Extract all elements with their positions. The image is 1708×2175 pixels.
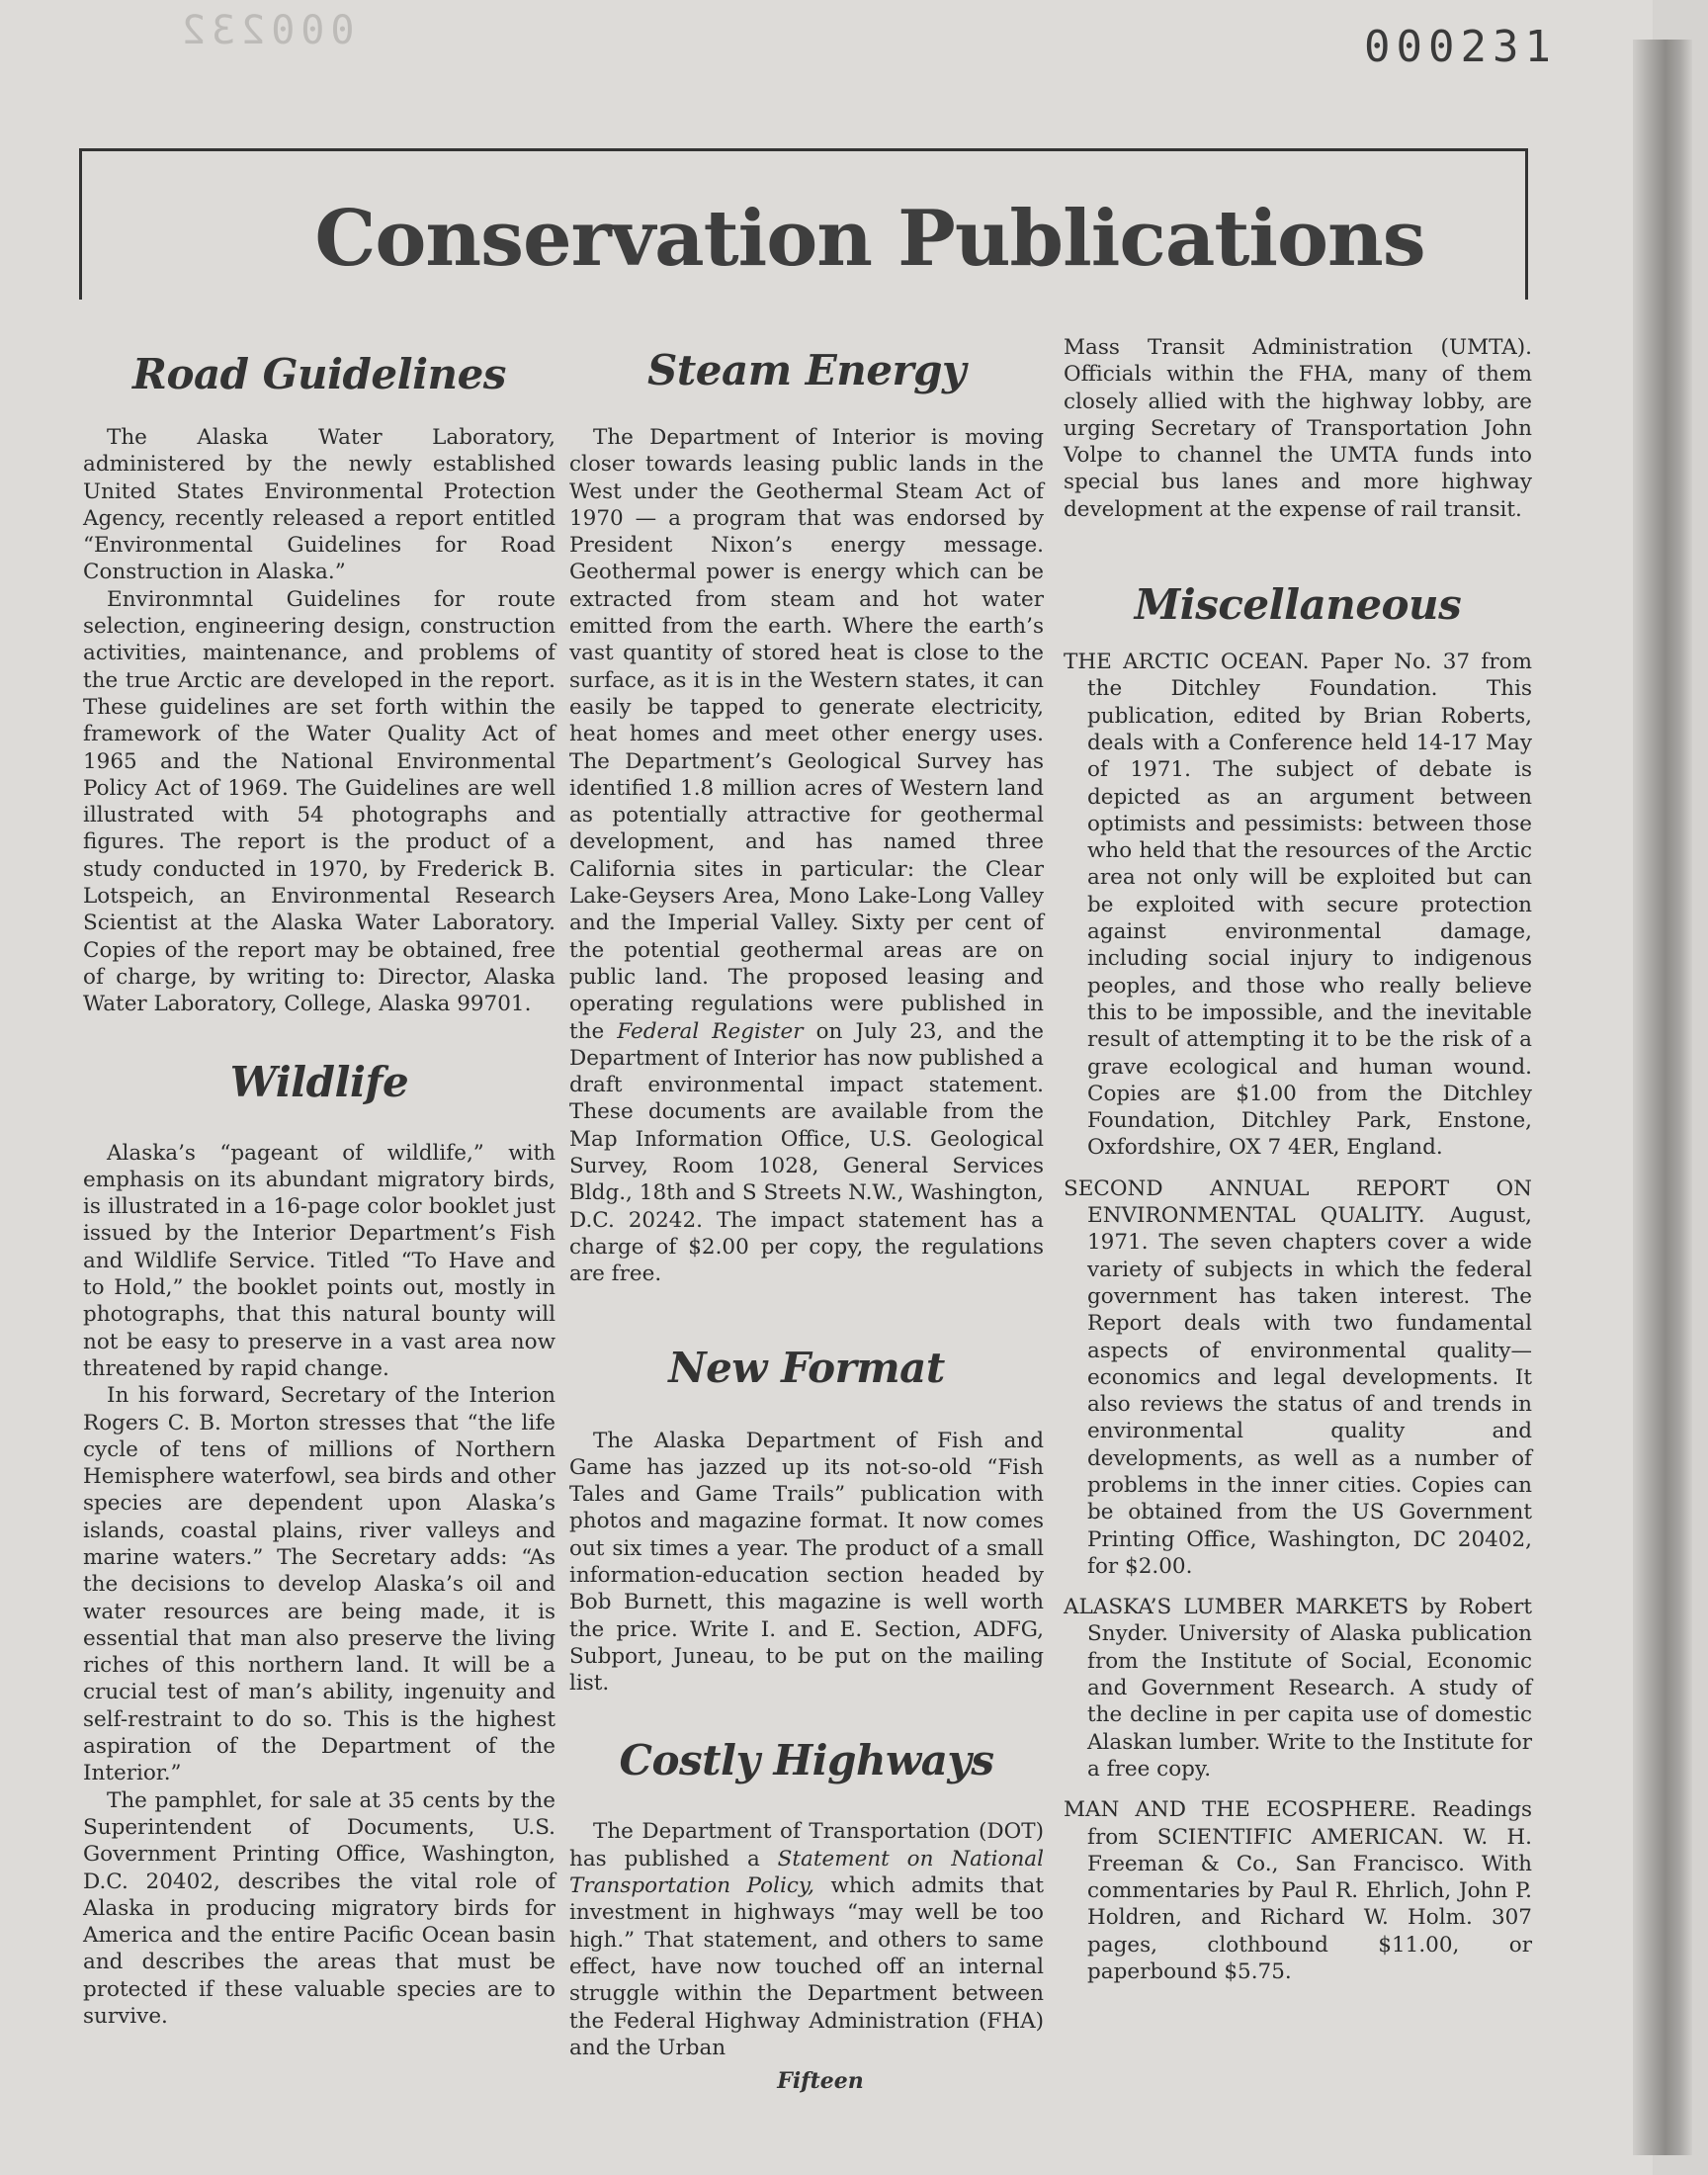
costly-highways-continued: Mass Transit Administration (UMTA). Officials within the FHA, many of them closely allied with the highway lobby, are urging Secretary of Transportation John Volpe to channel the UMTA funds into special bus lanes and more highway development at the expense of rail transit.	[1064, 335, 1532, 522]
steam-energy-paragraph	[569, 424, 1044, 1288]
road-guidelines-paragraph-1: The Alaska Water Laboratory, administered by the newly established United States Environmental Protection Agency, recently released a report entitled “Environmental Guidelines for Road Construction in Alaska.”	[83, 425, 555, 585]
federal-register-title: Federal Register	[617, 1018, 804, 1044]
page-number-footer: Fifteen	[777, 2068, 864, 2094]
column-left	[83, 346, 555, 2030]
costly-highways-paragraph	[569, 1818, 1044, 2061]
bleed-through-stamp: 000232	[176, 8, 355, 53]
section-heading-miscellaneous: Miscellaneous	[1134, 580, 1462, 630]
wildlife-paragraph-1: Alaska’s “pageant of wildlife,” with emphasis on its abundant migratory birds, is illustrated in a 16-page color booklet just issued by the Interior Department’s Fish and Wildlife Service. Titled “To Have and to Hold,” the booklet points out, mostly in photographs, that this natural bounty will not be easy to preserve in a vast area now threatened by rapid change.	[83, 1140, 555, 1381]
publication-entry	[1064, 649, 1532, 1162]
publication-entry	[1064, 1594, 1532, 1783]
costly-highways-text-b: which admits that investment in highways “may well be too high.” That statement, and others to same effect, have now touched off an internal struggle within the Department between the Federal Highway Administration (FHA) and the Urban	[569, 1873, 1044, 2060]
section-heading-wildlife: Wildlife	[229, 1057, 409, 1106]
road-guidelines-paragraph-2: Environmntal Guidelines for route selection, engineering design, construction activities, maintenance, and problems of the true Arctic are developed in the report. These guidelines are set forth within the framework of the Water Quality Act of 1965 and the National Environmental Policy Act of 1969. The Guidelines are well illustrated with 54 photographs and figures. The report is the product of a study conducted in 1970, by Frederick B. Lotspeich, an Environmental Research Scientist at the Alaska Water Laboratory. Copies of the report may be obtained, free of charge, by writing to: Director, Alaska Water Laboratory, College, Alaska 99701.	[83, 586, 555, 1017]
column-middle	[569, 346, 1044, 2061]
publication-entry	[1064, 1796, 1532, 1985]
policy-statement-title: Statement on National Transportation Policy,	[569, 1846, 1044, 1899]
publication-entry-text: ALASKA’S LUMBER MARKETS by Robert Snyder. University of Alaska publication from the Institute of Social, Economic and Government Research. A study of the decline in per capita use of domestic Alaskan lumber. Write to the Institute for a free copy.	[1064, 1595, 1532, 1782]
wildlife-paragraph-2: In his forward, Secretary of the Interion Rogers C. B. Morton stresses that “the life cycle of tens of millions of Northern Hemisphere waterfowl, sea birds and other species are dependent upon Alaska’s islands, coastal plains, river valleys and marine waters.” The Secretary adds: “As the decisions to develop Alaska’s oil and water resources are being made, it is essential that man also preserve the living riches of this northern land. It will be a crucial test of man’s ability, ingenuity and self-restraint to do so. This is the highest aspiration of the Department of the Interior.”	[83, 1383, 555, 1786]
section-heading-costly-highways: Costly Highways	[619, 1736, 994, 1785]
section-heading-new-format: New Format	[668, 1343, 945, 1392]
wildlife-paragraph-3: The pamphlet, for sale at 35 cents by the Superintendent of Documents, U.S. Government Printing Office, Washington, D.C. 20402, describes the vital role of Alaska in producing migratory birds for America and the entire Pacific Ocean basin and describes the areas that must be protected if these valuable species are to survive.	[83, 1787, 555, 2030]
page-title: Conservation Publications	[314, 194, 1425, 284]
page-stamp-number: 000231	[1364, 22, 1557, 72]
publication-entry-text: SECOND ANNUAL REPORT ON ENVIRONMENTAL QUALITY. August, 1971. The seven chapters cover a wide variety of subjects in which the federal government has taken interest. The Report deals with two fundamental aspects of environmental quality—economics and legal developments. It also reviews the status of and trends in environmental quality and developments, as well as a number of problems in the inner cities. Copies can be obtained from the US Government Printing Office, Washington, DC 20402, for $2.00.	[1064, 1175, 1532, 1579]
publication-entry-text: MAN AND THE ECOSPHERE. Readings from SCIENTIFIC AMERICAN. W. H. Freeman & Co., San Francisco. With commentaries by Paul R. Ehrlich, John P. Holdren, and Richard W. Holm. 307 pages, clothbound $11.00, or paperbound $5.75.	[1064, 1797, 1532, 1985]
column-right	[1064, 334, 1532, 1999]
steam-energy-text-a: The Department of Interior is moving closer towards leasing public lands in the West under the Geothermal Steam Act of 1970 — a program that was endorsed by President Nixon’s energy message. Geothermal power is energy which can be extracted from steam and hot water emitted from the earth. Where the earth’s vast quantity of stored heat is close to the surface, as it is in the Western states, it can easily be tapped to generate electricity, heat homes and meet other energy uses. The Department’s Geological Survey has identified 1.8 million acres of Western land as potentially attractive for geothermal development, and has named three California sites in particular: the Clear Lake-Geysers Area, Mono Lake-Long Valley and the Imperial Valley. Sixty per cent of the potential geothermal areas are on public land. The proposed leasing and operating regulations were published in the	[569, 425, 1044, 1044]
page-edge-shadow	[1633, 40, 1692, 2155]
new-format-paragraph: The Alaska Department of Fish and Game has jazzed up its not-so-old “Fish Tales and Game Trails” publication with photos and magazine format. It now comes out six times a year. The product of a small information-education section headed by Bob Burnett, this magazine is well worth the price. Write I. and E. Section, ADFG, Subport, Juneau, to be put on the mailing list.	[569, 1428, 1044, 1696]
costly-highways-text-a: The Department of Transportation (DOT) has published a	[569, 1819, 1044, 1871]
section-heading-road-guidelines: Road Guidelines	[132, 350, 506, 398]
publication-entry-text: THE ARCTIC OCEAN. Paper No. 37 from the Ditchley Foundation. This publication, edited by Brian Roberts, deals with a Conference held 14-17 May of 1971. The subject of debate is depicted as an argument between optimists and pessimists: between those who held that the resources of the Arctic area not only will be exploited but can be exploited with secure protection against environmental damage, including social injury to indigenous peoples, and those who really believe this to be impossible, and the inevitable result of attempting it to be the risk of a grave ecological and human wound. Copies are $1.00 from the Ditchley Foundation, Ditchley Park, Enstone, Oxfordshire, OX 7 4ER, England.	[1064, 650, 1532, 1161]
publication-entry	[1064, 1175, 1532, 1580]
steam-energy-text-b: on July 23, and the Department of Interior has now published a draft environmental impact statement. These documents are available from the Map Information Office, U.S. Geological Survey, Room 1028, General Services Bldg., 18th and S Streets N.W., Washington, D.C. 20242. The impact statement has a charge of $2.00 per copy, the regulations are free.	[569, 1018, 1045, 1287]
section-heading-steam-energy: Steam Energy	[647, 346, 966, 394]
